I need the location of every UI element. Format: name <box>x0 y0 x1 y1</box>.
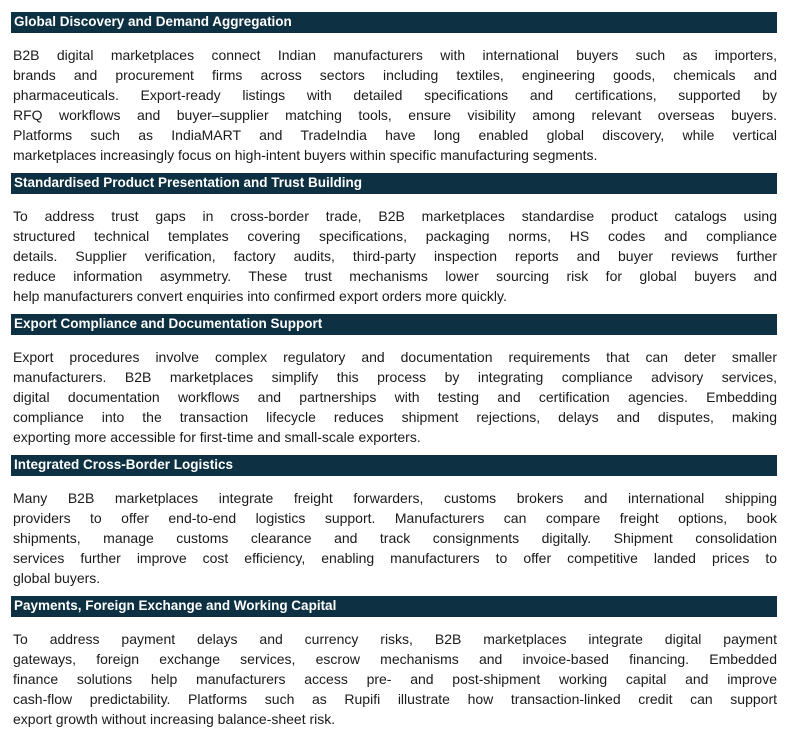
section-header-bar <box>11 314 777 335</box>
paragraph-line: RFQ workflows and buyer–supplier matching tools, ensure visibility among relevant overseas buyers. <box>13 107 777 123</box>
section-title: Integrated Cross-Border Logistics <box>14 457 234 472</box>
paragraph-line: reduce information asymmetry. These trust mechanisms lower sourcing risk for global buyers and <box>13 268 777 284</box>
paragraph-line: Many B2B marketplaces integrate freight forwarders, customs brokers and international shipping <box>13 490 777 506</box>
paragraph-line: Platforms such as IndiaMART and TradeIndia have long enabled global discovery, while vertical <box>13 127 777 143</box>
paragraph-line: structured technical templates covering specifications, packaging norms, HS codes and compliance <box>13 228 777 244</box>
section-paragraph <box>11 629 777 729</box>
paragraph-line: gateways, foreign exchange services, escrow mechanisms and invoice-based financing. Embedded <box>13 651 777 667</box>
paragraph-line: finance solutions help manufacturers access pre- and post-shipment working capital and improve <box>13 671 777 687</box>
paragraph-line: shipments, manage customs clearance and track consignments digitally. Shipment consolidation <box>13 530 777 546</box>
section-paragraph <box>11 488 777 588</box>
paragraph-line: services further improve cost efficiency, enabling manufacturers to offer competitive landed prices to <box>13 550 777 566</box>
paragraph-line: Export procedures involve complex regulatory and documentation requirements that can deter smaller <box>13 349 777 365</box>
section-paragraph <box>11 206 777 306</box>
paragraph-line: details. Supplier verification, factory audits, third-party inspection reports and buyer reviews further <box>13 248 777 264</box>
section-paragraph <box>11 347 777 447</box>
paragraph-line: exporting more accessible for first-time and small-scale exporters. <box>13 429 421 445</box>
section-header-bar <box>11 455 777 476</box>
section-header-bar <box>11 596 777 617</box>
paragraph-line: marketplaces increasingly focus on high-intent buyers within specific manufacturing segments. <box>13 147 598 163</box>
document-section <box>11 12 777 165</box>
sections-container <box>11 12 777 729</box>
paragraph-line: help manufacturers convert enquiries into confirmed export orders more quickly. <box>13 288 507 304</box>
paragraph-line: export growth without increasing balance-sheet risk. <box>13 711 336 727</box>
document-section <box>11 314 777 447</box>
paragraph-line: cash-flow predictability. Platforms such as Rupifi illustrate how transaction-linked credit can support <box>13 691 777 707</box>
section-title: Payments, Foreign Exchange and Working Capital <box>14 598 337 613</box>
paragraph-line: digital documentation workflows and partnerships with testing and certification agencies. Embedding <box>13 389 777 405</box>
section-title: Global Discovery and Demand Aggregation <box>14 14 292 29</box>
paragraph-line: pharmaceuticals. Export-ready listings with detailed specifications and certifications, supported by <box>13 87 777 103</box>
paragraph-line: To address trust gaps in cross-border trade, B2B marketplaces standardise product catalogs using <box>13 208 777 224</box>
section-title: Export Compliance and Documentation Support <box>14 316 323 331</box>
document-section <box>11 455 777 588</box>
paragraph-line: providers to offer end-to-end logistics support. Manufacturers can compare freight options, book <box>13 510 777 526</box>
paragraph-line: manufacturers. B2B marketplaces simplify this process by integrating compliance advisory services, <box>13 369 777 385</box>
document-section <box>11 596 777 729</box>
paragraph-line: B2B digital marketplaces connect Indian manufacturers with international buyers such as importers, <box>13 47 777 63</box>
section-header-bar <box>11 12 777 33</box>
section-header-bar <box>11 173 777 194</box>
paragraph-line: global buyers. <box>13 570 101 586</box>
paragraph-line: compliance into the transaction lifecycle reduces shipment rejections, delays and disputes, making <box>13 409 777 425</box>
section-title: Standardised Product Presentation and Trust Building <box>14 175 363 190</box>
document-section <box>11 173 777 306</box>
paragraph-line: To address payment delays and currency risks, B2B marketplaces integrate digital payment <box>13 631 777 647</box>
section-paragraph <box>11 45 777 165</box>
paragraph-line: brands and procurement firms across sectors including textiles, engineering goods, chemicals and <box>13 67 777 83</box>
